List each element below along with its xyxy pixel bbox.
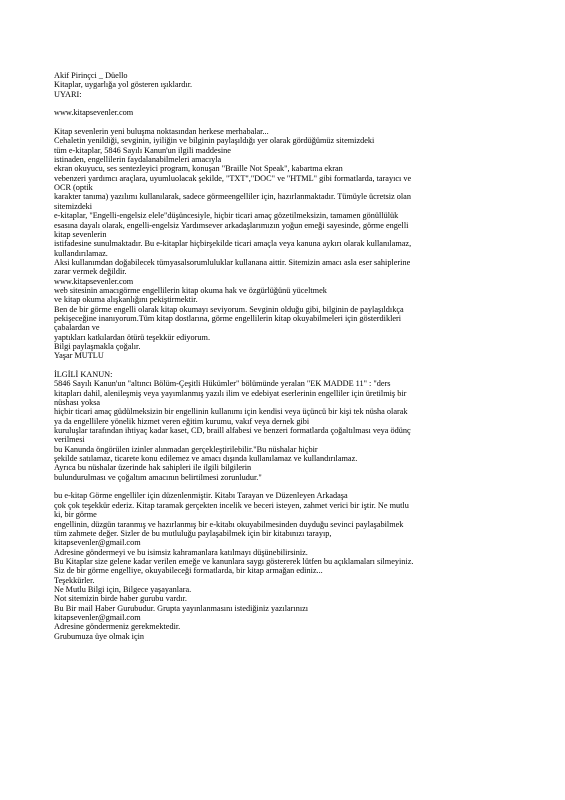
text-line: Yaşar MUTLU: [54, 351, 104, 361]
law-text-line: kitapları dahil, alenileşmiş veya yayımlanmış yazılı ilim ve edebiyat eserlerinin engelliler için üretilmiş bir: [54, 388, 407, 398]
header-section: [54, 71, 514, 99]
text-line: pekişeceğine inanıyorum.Tüm kitap dostlarına, görme engellilerin kitap okuyabilmeleri için gösterdikleri: [54, 313, 402, 323]
website-line: www.kitapsevenler.com: [54, 108, 134, 118]
law-text-line: İLGİLİ KANUN:: [54, 370, 113, 379]
document-page: [54, 71, 514, 641]
closing-text-line: Adresine göndermeniz gerekmektedir.: [54, 622, 181, 632]
closing-text-line: Not sitemizin birde haber gurubu vardır.: [54, 594, 187, 604]
law-section: [54, 370, 514, 482]
text-line: Ben de bir görme engelli olarak kitap okumayı seviyorum. Sevginin olduğu gibi, bilginin de paylaşıldıkça: [54, 304, 404, 314]
closing-text-line: ki, bir görme: [54, 510, 97, 520]
closing-text-line: bu e-kitap Görme engelliler için düzenlenmiştir. Kitabı Tarayan ve Düzenleyen Arkadaşa: [54, 491, 348, 501]
law-text-line: Ayrıca bu nüshalar üzerinde hak sahipleri ile ilgili bilgilerin: [54, 463, 252, 473]
closing-text-line: Teşekkürler.: [54, 575, 95, 585]
text-line: Bilgi paylaşmakla çoğalır.: [54, 341, 141, 351]
text-line: Aksi kullanımdan doğabilecek tümyasalsorumluluklar kullanana aittir. Sitemizin amacı asla eser sahiplerine: [54, 257, 411, 267]
text-line: Kitap sevenlerin yeni buluşma noktasından herkese merhabalar...: [54, 127, 269, 137]
text-line: web sitesinin amacıgörme engellilerin kitap okuma hak ve özgürlüğünü yüceltmek: [54, 285, 327, 295]
warning-heading: UYARI:: [54, 89, 82, 99]
law-text-line: şekilde satılamaz, ticarete konu edilemez ve amacı dışında kullanılamaz ve kullandırılamaz.: [54, 454, 358, 464]
closing-text-line: Bu Bir mail Haber Gurubudur. Grupta yayınlanmasını istediğiniz yazılarınızı: [54, 603, 309, 613]
law-text-line: bulundurulması ve çoğaltım amacının belirtilmesi zorunludur.": [54, 472, 262, 482]
closing-text-line: engellinin, düzgün taranmış ve hazırlanmış bir e-kitabı okuyabilmesinden duyduğu sevinci paylaşabilmek: [54, 519, 404, 529]
closing-text-line: kitapsevenler@gmail.com: [54, 538, 141, 548]
closing-text-line: tüm zahmete değer. Sizler de bu mutluluğu paylaşabilmek için bir kitabınızı tarayıp,: [54, 528, 332, 538]
closing-text-line: Grubumuza üye olmak için: [54, 631, 145, 641]
spacer: [54, 361, 514, 370]
law-text-line: nüshası yoksa: [54, 398, 101, 408]
text-line: vebenzeri yardımcı araçlara, uyumluolacak şekilde, "TXT","DOC" ve "HTML" gibi formatlarda, tarayıcı ve: [54, 173, 412, 183]
text-line: kitap sevenlerin: [54, 229, 107, 239]
text-line: OCR (optik: [54, 183, 93, 193]
author-title-line: Akif Pirinçci _ Düello: [54, 71, 128, 80]
text-line: çabalardan ve: [54, 323, 100, 333]
closing-text-line: Ne Mutlu Bilgi için, Bilgece yaşayanlara.: [54, 584, 192, 594]
law-text-line: bu Kanunda öngörülen izinler alınmadan gerçekleştirilebilir."Bu nüshalar hiçbir: [54, 444, 318, 454]
text-line: esasına dayalı olarak, engelli-engelsiz Yardımsever arkadaşlarımızın yoğun emeği sayesinde, görme engelli: [54, 220, 409, 230]
text-line: sitemizdeki: [54, 201, 93, 211]
spacer: [54, 482, 514, 491]
text-line: e-kitaplar, "Engelli-engelsiz elele"düşüncesiyle, hiçbir ticari amaç gözetilmeksizin, tamamen gönüllülük: [54, 211, 399, 221]
law-text-line: ya da engellilere yönelik hizmet veren eğitim kurumu, vakıf veya dernek gibi: [54, 416, 310, 426]
closing-text-line: Bu Kitaplar size gelene kadar verilen emeğe ve kanunlara saygı göstererek lütfen bu açıklamaları silmeyiniz.: [54, 556, 414, 566]
text-line: www.kitapsevenler.com: [54, 276, 134, 286]
closing-text-line: Adresine göndermeyi ve bu isimsiz kahramanlara katılmayı düşünebilirsiniz.: [54, 547, 308, 557]
closing-text-line: Siz de bir görme engelliye, okuyabileceği formatlarda, bir kitap armağan ediniz...: [54, 566, 323, 576]
text-line: istinaden, engellilerin faydalanabilmeleri amacıyla: [54, 155, 222, 165]
text-line: tüm e-kitaplar, 5846 Sayılı Kanun'un ilgili maddesine: [54, 145, 231, 155]
law-text-line: 5846 Sayılı Kanun'un "altıncı Bölüm-Çeşitli Hükümler" bölümünde yeralan "EK MADDE 11" : "ders: [54, 379, 391, 389]
spacer: [54, 99, 514, 108]
intro-section: [54, 127, 514, 361]
text-line: ekran okuyucu, ses sentezleyici program, konuşan "Braille Not Speak", kabartma ekran: [54, 164, 343, 174]
closing-text-line: kitapsevenler@gmail.com: [54, 612, 141, 622]
text-line: istifadesine sunulmaktadır. Bu e-kitaplar hiçbirşekilde ticari amaçla veya kanuna aykırı olarak kullanılamaz,: [54, 239, 412, 249]
text-line: karakter tanıma) yazılımı kullanılarak, sadece görmeengelliler için, hazırlanmaktadır. Tümüyle ücretsiz olan: [54, 192, 411, 202]
text-line: zarar vermek değildir.: [54, 267, 127, 277]
text-line: ve kitap okuma alışkanlığını pekiştirmektir.: [54, 295, 198, 305]
text-line: Cehaletin yenildiği, sevginin, iyiliğin ve bilginin paylaşıldığı yer olarak gördüğümüz sitemizdeki: [54, 136, 375, 146]
closing-text-line: çok çok teşekkür ederiz. Kitap taramak gerçekten incelik ve beceri isteyen, zahmet verici bir iştir. Ne mutlu: [54, 500, 409, 510]
law-text-line: hiçbir ticari amaç güdülmeksizin bir engellinin kullanımı için kendisi veya üçüncü bir kişi tek nüsha olarak: [54, 407, 408, 417]
text-line: kullandırılamaz.: [54, 248, 108, 258]
law-text-line: verilmesi: [54, 435, 85, 445]
law-text-line: kuruluşlar tarafından ihtiyaç kadar kaset, CD, braill alfabesi ve benzeri formatlarda çoğaltılması veya ödünç: [54, 426, 411, 436]
spacer: [54, 118, 514, 127]
closing-section: [54, 491, 514, 641]
motto-line: Kitaplar, uygarlığa yol gösteren ışıklardır.: [54, 80, 193, 90]
text-line: yaptıkları katkılardan ötürü teşekkür ediyorum.: [54, 332, 211, 342]
